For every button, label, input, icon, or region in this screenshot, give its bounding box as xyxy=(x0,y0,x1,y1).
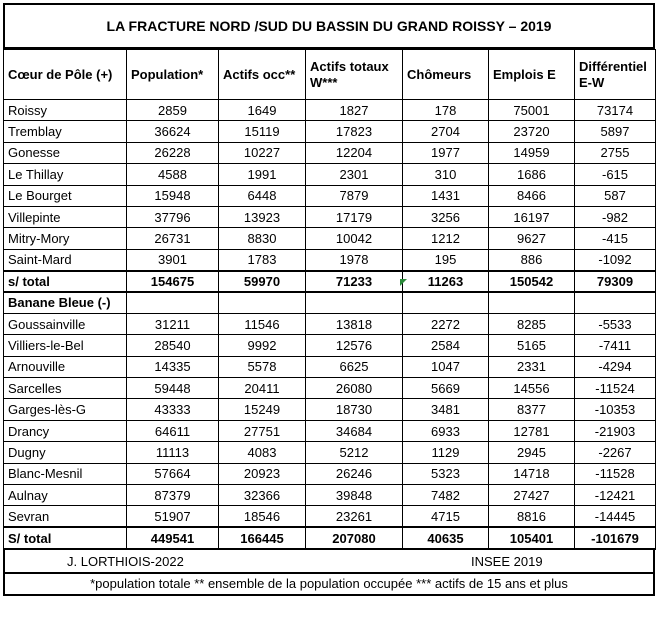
table-cell[interactable]: 10042 xyxy=(306,228,403,249)
table-row xyxy=(4,506,656,527)
row-label-cell[interactable]: s/ total xyxy=(4,271,127,292)
footer-credits xyxy=(3,550,655,574)
row-label-cell[interactable]: Garges-lès-G xyxy=(4,399,127,420)
table-cell[interactable]: 6625 xyxy=(306,356,403,377)
table-cell[interactable]: 6933 xyxy=(403,420,489,441)
table-cell[interactable]: 178 xyxy=(403,100,489,121)
group-label-cell[interactable]: Banane Bleue (-) xyxy=(4,292,127,313)
table-row xyxy=(4,313,656,334)
table-cell[interactable]: 8830 xyxy=(219,228,306,249)
table-cell[interactable]: 886 xyxy=(489,249,575,270)
table-cell[interactable]: 8285 xyxy=(489,313,575,334)
table-cell[interactable]: 71233 xyxy=(306,271,403,292)
table-cell[interactable]: 14556 xyxy=(489,378,575,399)
table-cell[interactable]: -982 xyxy=(575,206,656,227)
table-cell[interactable]: 5212 xyxy=(306,442,403,463)
table-cell[interactable]: -5533 xyxy=(575,313,656,334)
row-label-cell[interactable]: Villepinte xyxy=(4,206,127,227)
table-cell[interactable]: 87379 xyxy=(127,485,219,506)
table-cell[interactable]: 20411 xyxy=(219,378,306,399)
empty-cell[interactable] xyxy=(306,292,403,313)
table-cell[interactable]: -11524 xyxy=(575,378,656,399)
table-cell[interactable]: 449541 xyxy=(127,527,219,548)
table-cell[interactable]: 13923 xyxy=(219,206,306,227)
table-cell[interactable]: 14959 xyxy=(489,142,575,163)
table-cell[interactable]: 9992 xyxy=(219,335,306,356)
table-row xyxy=(4,335,656,356)
empty-cell[interactable] xyxy=(403,292,489,313)
subtotal-row xyxy=(4,271,656,292)
row-label-cell[interactable]: Tremblay xyxy=(4,121,127,142)
table-cell[interactable]: 4083 xyxy=(219,442,306,463)
table-row xyxy=(4,420,656,441)
table-cell[interactable]: 1977 xyxy=(403,142,489,163)
table-cell[interactable]: 2859 xyxy=(127,100,219,121)
table-cell[interactable]: 9627 xyxy=(489,228,575,249)
table-cell[interactable]: 10227 xyxy=(219,142,306,163)
table-cell[interactable]: 2301 xyxy=(306,164,403,185)
table-cell[interactable]: -4294 xyxy=(575,356,656,377)
table-cell[interactable]: 5897 xyxy=(575,121,656,142)
row-label-cell[interactable]: Sevran xyxy=(4,506,127,527)
table-cell[interactable]: 1649 xyxy=(219,100,306,121)
footnote: *population totale ** ensemble de la population occupée *** actifs de 15 ans et plus xyxy=(3,574,655,596)
table-cell[interactable]: 12204 xyxy=(306,142,403,163)
table-cell[interactable]: -12421 xyxy=(575,485,656,506)
table-cell[interactable]: 18546 xyxy=(219,506,306,527)
table-cell[interactable]: 37796 xyxy=(127,206,219,227)
table-row xyxy=(4,485,656,506)
table-cell[interactable]: 26228 xyxy=(127,142,219,163)
table-cell[interactable]: -14445 xyxy=(575,506,656,527)
table-cell[interactable]: 43333 xyxy=(127,399,219,420)
table-cell[interactable]: 8377 xyxy=(489,399,575,420)
row-label-cell[interactable]: Sarcelles xyxy=(4,378,127,399)
table-cell[interactable]: 31211 xyxy=(127,313,219,334)
table-cell[interactable]: 587 xyxy=(575,185,656,206)
table-cell[interactable]: 16197 xyxy=(489,206,575,227)
table-cell[interactable]: 4588 xyxy=(127,164,219,185)
table-cell[interactable]: 75001 xyxy=(489,100,575,121)
table-cell[interactable]: 8816 xyxy=(489,506,575,527)
table-cell[interactable]: -11528 xyxy=(575,463,656,484)
table-cell[interactable]: -101679 xyxy=(575,527,656,548)
source-credit: INSEE 2019 xyxy=(471,553,543,569)
table-row xyxy=(4,463,656,484)
subtotal-row xyxy=(4,527,656,548)
row-label-cell[interactable]: Roissy xyxy=(4,100,127,121)
table-cell[interactable]: 32366 xyxy=(219,485,306,506)
row-label-cell[interactable]: Le Bourget xyxy=(4,185,127,206)
table-cell[interactable]: 5669 xyxy=(403,378,489,399)
table-cell[interactable]: 4715 xyxy=(403,506,489,527)
table-cell[interactable]: 12576 xyxy=(306,335,403,356)
table-cell[interactable]: 11263 xyxy=(403,271,489,292)
table-cell[interactable]: 105401 xyxy=(489,527,575,548)
table-cell[interactable]: 15948 xyxy=(127,185,219,206)
table-cell[interactable]: 1129 xyxy=(403,442,489,463)
table-cell[interactable]: -21903 xyxy=(575,420,656,441)
table-cell[interactable]: 3481 xyxy=(403,399,489,420)
table-cell[interactable]: 2755 xyxy=(575,142,656,163)
table-cell[interactable]: -615 xyxy=(575,164,656,185)
table-cell[interactable]: 26246 xyxy=(306,463,403,484)
table-cell[interactable]: 1686 xyxy=(489,164,575,185)
table-cell[interactable]: 166445 xyxy=(219,527,306,548)
table-cell[interactable]: 8466 xyxy=(489,185,575,206)
table-cell[interactable]: 20923 xyxy=(219,463,306,484)
header-cell-population[interactable]: Population* xyxy=(127,50,219,100)
header-row xyxy=(4,50,656,100)
empty-cell[interactable] xyxy=(489,292,575,313)
table-cell[interactable]: 27427 xyxy=(489,485,575,506)
row-label-cell[interactable]: Gonesse xyxy=(4,142,127,163)
header-cell-actifs-totaux[interactable]: Actifs totaux W*** xyxy=(306,50,403,100)
table-cell[interactable]: 17823 xyxy=(306,121,403,142)
table-row xyxy=(4,378,656,399)
table-cell[interactable]: 1212 xyxy=(403,228,489,249)
group-header-row xyxy=(4,292,656,313)
table-cell[interactable]: 15119 xyxy=(219,121,306,142)
data-table xyxy=(3,49,656,550)
table-cell[interactable]: 1783 xyxy=(219,249,306,270)
table-cell[interactable]: 23720 xyxy=(489,121,575,142)
empty-cell[interactable] xyxy=(219,292,306,313)
table-cell[interactable]: 40635 xyxy=(403,527,489,548)
row-label-cell[interactable]: Saint-Mard xyxy=(4,249,127,270)
table-cell[interactable]: 23261 xyxy=(306,506,403,527)
spreadsheet xyxy=(3,3,655,596)
comment-marker-icon xyxy=(400,279,407,286)
row-label-cell[interactable]: Mitry-Mory xyxy=(4,228,127,249)
table-row xyxy=(4,206,656,227)
table-cell[interactable]: 6448 xyxy=(219,185,306,206)
row-label-cell[interactable]: Le Thillay xyxy=(4,164,127,185)
table-cell[interactable]: 73174 xyxy=(575,100,656,121)
table-cell[interactable]: 1978 xyxy=(306,249,403,270)
table-cell[interactable]: 2331 xyxy=(489,356,575,377)
header-cell-pole[interactable]: Cœur de Pôle (+) xyxy=(4,50,127,100)
table-cell[interactable]: 7879 xyxy=(306,185,403,206)
table-cell[interactable]: 51907 xyxy=(127,506,219,527)
header-cell-chomeurs[interactable]: Chômeurs xyxy=(403,50,489,100)
table-cell[interactable]: 3256 xyxy=(403,206,489,227)
table-cell[interactable]: -2267 xyxy=(575,442,656,463)
table-row xyxy=(4,142,656,163)
table-row xyxy=(4,399,656,420)
table-cell[interactable]: 57664 xyxy=(127,463,219,484)
table-cell[interactable]: 1827 xyxy=(306,100,403,121)
row-label-cell[interactable]: Aulnay xyxy=(4,485,127,506)
table-cell[interactable]: 59448 xyxy=(127,378,219,399)
empty-cell[interactable] xyxy=(127,292,219,313)
table-cell[interactable]: 27751 xyxy=(219,420,306,441)
table-title: LA FRACTURE NORD /SUD DU BASSIN DU GRAND ROISSY – 2019 xyxy=(3,3,655,49)
table-cell[interactable]: 64611 xyxy=(127,420,219,441)
table-cell[interactable]: 11546 xyxy=(219,313,306,334)
table-cell[interactable]: 14718 xyxy=(489,463,575,484)
row-label-cell[interactable]: S/ total xyxy=(4,527,127,548)
table-cell[interactable]: 5578 xyxy=(219,356,306,377)
table-cell[interactable]: 7482 xyxy=(403,485,489,506)
author-credit: J. LORTHIOIS-2022 xyxy=(67,553,184,569)
row-label-cell[interactable]: Blanc-Mesnil xyxy=(4,463,127,484)
table-cell[interactable]: 150542 xyxy=(489,271,575,292)
table-cell[interactable]: 36624 xyxy=(127,121,219,142)
table-cell[interactable]: 34684 xyxy=(306,420,403,441)
table-cell[interactable]: 26080 xyxy=(306,378,403,399)
table-cell[interactable]: -415 xyxy=(575,228,656,249)
table-cell[interactable]: 39848 xyxy=(306,485,403,506)
table-row xyxy=(4,100,656,121)
header-cell-differentiel[interactable]: Différentiel E-W xyxy=(575,50,656,100)
table-cell[interactable]: 310 xyxy=(403,164,489,185)
table-cell[interactable]: 17179 xyxy=(306,206,403,227)
row-label-cell[interactable]: Dugny xyxy=(4,442,127,463)
row-label-cell[interactable]: Villiers-le-Bel xyxy=(4,335,127,356)
table-cell[interactable]: 12781 xyxy=(489,420,575,441)
table-cell[interactable]: 5165 xyxy=(489,335,575,356)
table-cell[interactable]: 15249 xyxy=(219,399,306,420)
table-cell[interactable]: 2272 xyxy=(403,313,489,334)
table-row xyxy=(4,185,656,206)
table-cell[interactable]: 1431 xyxy=(403,185,489,206)
table-cell[interactable]: 13818 xyxy=(306,313,403,334)
row-label-cell[interactable]: Arnouville xyxy=(4,356,127,377)
row-label-cell[interactable]: Goussainville xyxy=(4,313,127,334)
table-cell[interactable]: 28540 xyxy=(127,335,219,356)
header-cell-actifs-occ[interactable]: Actifs occ** xyxy=(219,50,306,100)
table-cell[interactable]: -10353 xyxy=(575,399,656,420)
table-cell[interactable]: 2945 xyxy=(489,442,575,463)
table-cell[interactable]: 5323 xyxy=(403,463,489,484)
table-cell[interactable]: 11113 xyxy=(127,442,219,463)
table-row xyxy=(4,228,656,249)
table-row xyxy=(4,164,656,185)
table-cell[interactable]: 26731 xyxy=(127,228,219,249)
table-cell[interactable]: 3901 xyxy=(127,249,219,270)
table-row xyxy=(4,442,656,463)
table-cell[interactable]: 1991 xyxy=(219,164,306,185)
table-row xyxy=(4,121,656,142)
table-row xyxy=(4,249,656,270)
header-cell-emplois[interactable]: Emplois E xyxy=(489,50,575,100)
table-cell[interactable]: 79309 xyxy=(575,271,656,292)
table-cell[interactable]: 207080 xyxy=(306,527,403,548)
table-cell[interactable]: -1092 xyxy=(575,249,656,270)
empty-cell[interactable] xyxy=(575,292,656,313)
table-cell[interactable]: 2584 xyxy=(403,335,489,356)
table-cell[interactable]: 59970 xyxy=(219,271,306,292)
row-label-cell[interactable]: Drancy xyxy=(4,420,127,441)
table-cell[interactable]: 2704 xyxy=(403,121,489,142)
table-cell[interactable]: 154675 xyxy=(127,271,219,292)
table-cell[interactable]: 14335 xyxy=(127,356,219,377)
table-cell[interactable]: 195 xyxy=(403,249,489,270)
table-row xyxy=(4,356,656,377)
table-cell[interactable]: -7411 xyxy=(575,335,656,356)
table-cell[interactable]: 1047 xyxy=(403,356,489,377)
table-cell[interactable]: 18730 xyxy=(306,399,403,420)
